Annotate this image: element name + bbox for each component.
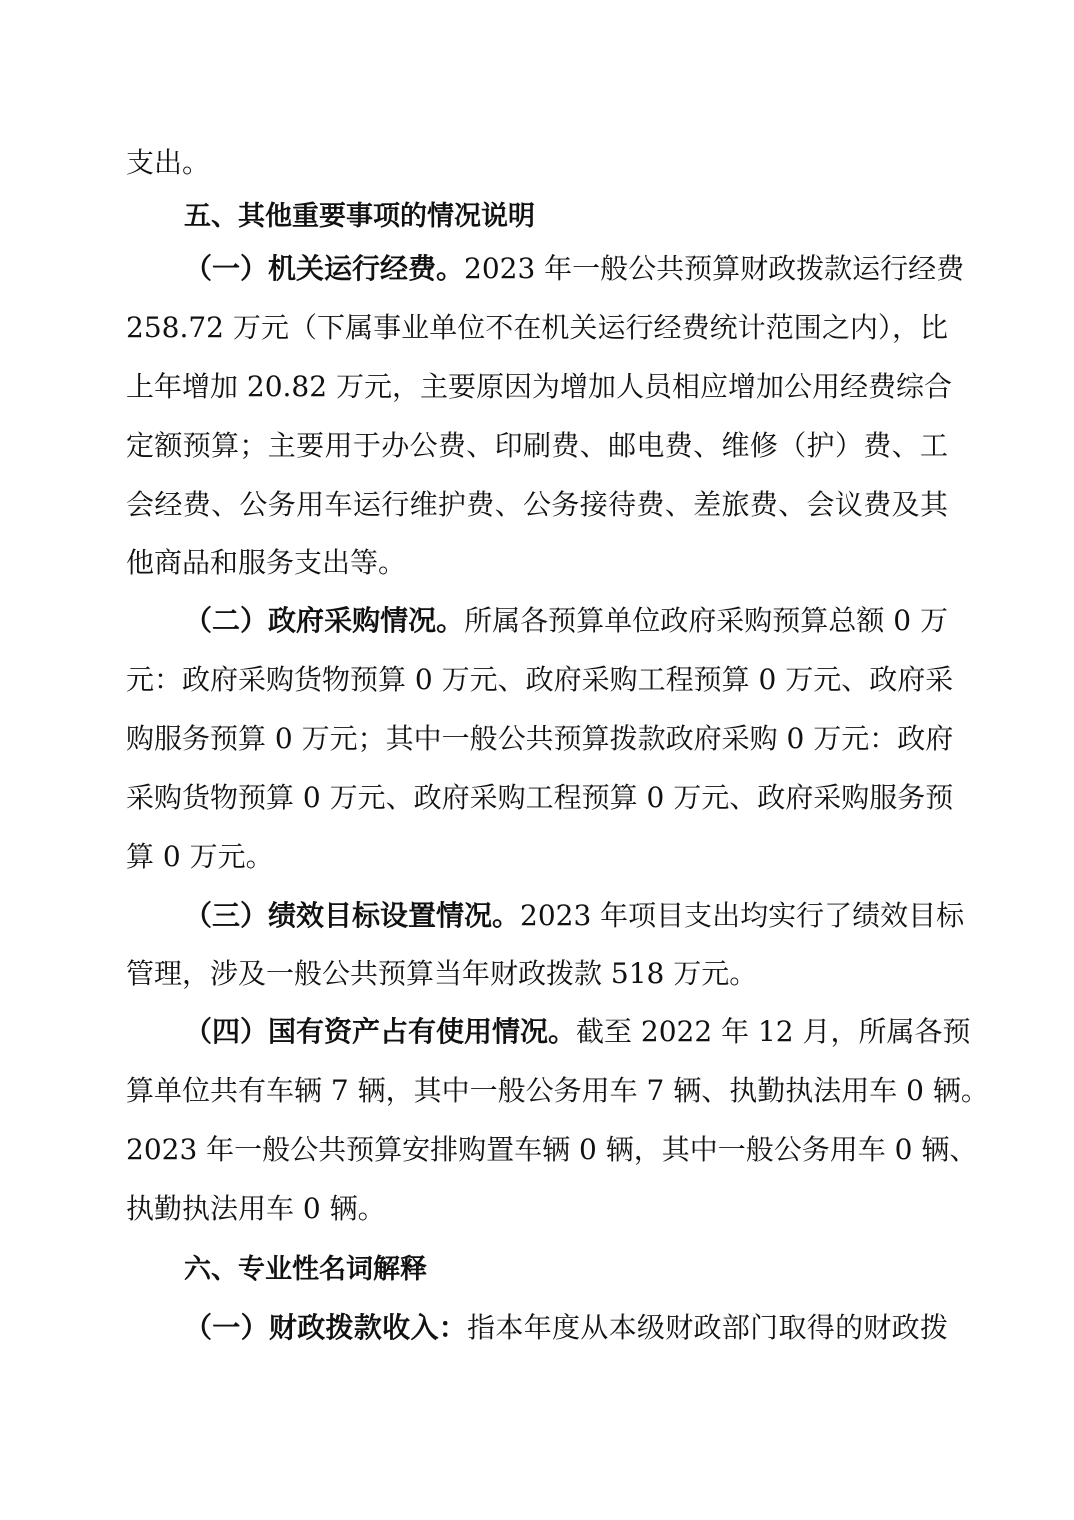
paragraph-line	[184, 252, 965, 286]
paragraph-line: 采购货物预算 0 万元、政府采购工程预算 0 万元、政府采购服务预	[126, 781, 954, 814]
paragraph-line	[184, 899, 965, 933]
paragraph-line: 2023 年一般公共预算安排购置车辆 0 辆，其中一般公务用车 0 辆、	[126, 1133, 978, 1166]
paragraph-line: 支出。	[126, 146, 211, 179]
section-heading: 六、专业性名词解释	[184, 1254, 427, 1285]
paragraph-line: 管理，涉及一般公共预算当年财政拨款 518 万元。	[126, 957, 758, 990]
subsection-title: （四）国有资产占有使用情况。	[184, 1015, 577, 1048]
paragraph-line: 购服务预算 0 万元；其中一般公共预算拨款政府采购 0 万元：政府	[126, 722, 954, 755]
paragraph-line	[184, 1015, 971, 1049]
paragraph-line: 会经费、公务用车运行维护费、公务接待费、差旅费、会议费及其	[126, 488, 948, 521]
paragraph-text: 截至 2022 年 12 月，所属各预	[576, 1015, 971, 1048]
subsection-title: （一）财政拨款收入：	[184, 1311, 468, 1344]
paragraph-line: 元：政府采购货物预算 0 万元、政府采购工程预算 0 万元、政府采	[126, 663, 954, 696]
paragraph-line: 258.72 万元（下属事业单位不在机关运行经费统计范围之内），比	[126, 311, 948, 344]
paragraph-line: 他商品和服务支出等。	[126, 546, 407, 579]
paragraph-text: 指本年度从本级财政部门取得的财政拨	[467, 1311, 948, 1344]
paragraph-line: 定额预算；主要用于办公费、印刷费、邮电费、维修（护）费、工	[126, 429, 948, 462]
subsection-title: （一）机关运行经费。	[184, 252, 465, 285]
paragraph-line: 算单位共有车辆 7 辆，其中一般公务用车 7 辆、执勤执法用车 0 辆。	[126, 1074, 989, 1107]
paragraph-text: 2023 年项目支出均实行了绩效目标	[520, 899, 965, 932]
paragraph-line: 算 0 万元。	[126, 840, 274, 873]
paragraph-line	[184, 1311, 948, 1345]
paragraph-line: 执勤执法用车 0 辆。	[126, 1192, 386, 1225]
paragraph-line	[184, 604, 948, 638]
subsection-title: （二）政府采购情况。	[184, 604, 465, 637]
paragraph-text: 所属各预算单位政府采购预算总额 0 万	[464, 604, 948, 637]
section-heading: 五、其他重要事项的情况说明	[184, 201, 535, 232]
subsection-title: （三）绩效目标设置情况。	[184, 899, 521, 932]
paragraph-line: 上年增加 20.82 万元，主要原因为增加人员相应增加公用经费综合	[126, 370, 952, 403]
paragraph-text: 2023 年一般公共预算财政拨款运行经费	[464, 252, 965, 285]
